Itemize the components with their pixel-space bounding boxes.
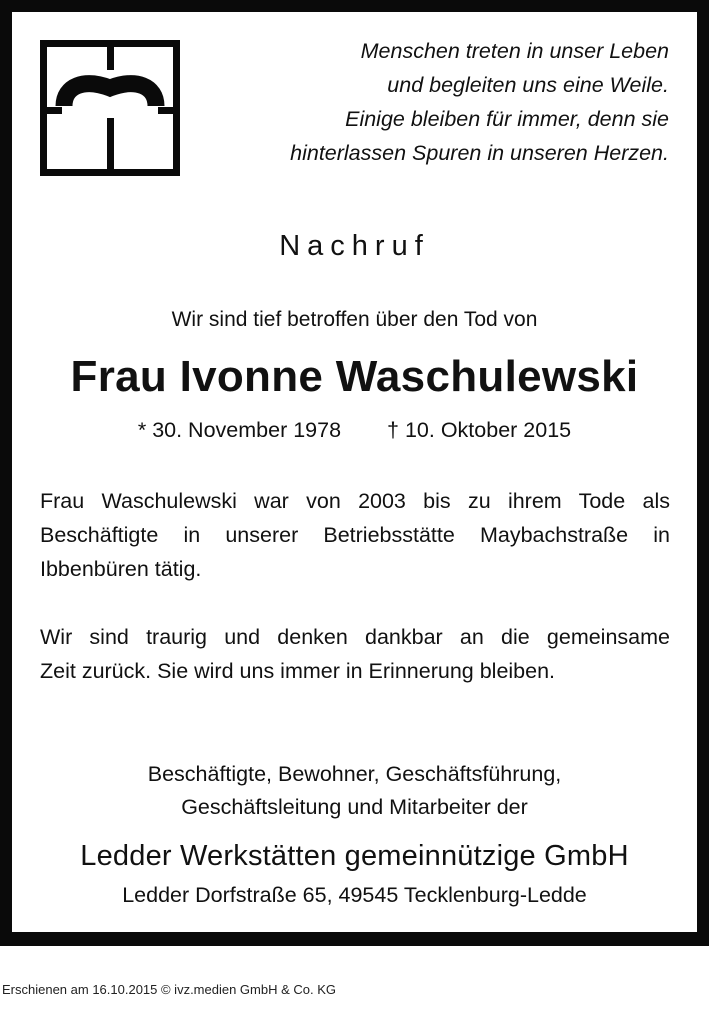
company-name: Ledder Werkstätten gemeinnützige GmbH (80, 840, 629, 872)
obituary-card (12, 12, 697, 932)
poem-line: und begleiten uns eine Weile. (387, 73, 669, 97)
poem-line: Menschen treten in unser Leben (360, 39, 669, 63)
intro-text: Wir sind tief betroffen über den Tod von (171, 308, 538, 331)
paragraph-line: Frau Waschulewski war von 2003 bis zu ihrem Tode als (40, 489, 670, 513)
birth-date: * 30. November 1978 (137, 418, 342, 442)
signers-block (12, 758, 697, 824)
poem-line: hinterlassen Spuren in unseren Herzen. (290, 141, 669, 165)
paragraph-line: Zeit zurück. Sie wird uns immer in Erinnerung bleiben. (40, 659, 556, 683)
obituary-heading: Nachruf (279, 230, 430, 262)
publication-footer: Erschienen am 16.10.2015 © ivz.medien GmbH & Co. KG (2, 982, 337, 997)
employment-paragraph (40, 484, 670, 586)
death-date: † 10. Oktober 2015 (387, 418, 572, 442)
paragraph-line: Ibbenbüren tätig. (40, 557, 202, 581)
signers-line: Geschäftsleitung und Mitarbeiter der (181, 795, 528, 819)
company-address: Ledder Dorfstraße 65, 49545 Tecklenburg-Ledde (122, 883, 587, 907)
life-dates (12, 418, 697, 443)
memorial-poem (149, 34, 669, 170)
paragraph-line: Wir sind traurig und denken dankbar an die gemeinsame (40, 625, 670, 649)
condolence-paragraph (40, 620, 670, 688)
deceased-name: Frau Ivonne Waschulewski (70, 352, 639, 401)
poem-line: Einige bleiben für immer, denn sie (345, 107, 669, 131)
paragraph-line: Beschäftigte in unserer Betriebsstätte Maybachstraße in (40, 523, 670, 547)
signers-line: Beschäftigte, Bewohner, Geschäftsführung, (147, 762, 562, 786)
